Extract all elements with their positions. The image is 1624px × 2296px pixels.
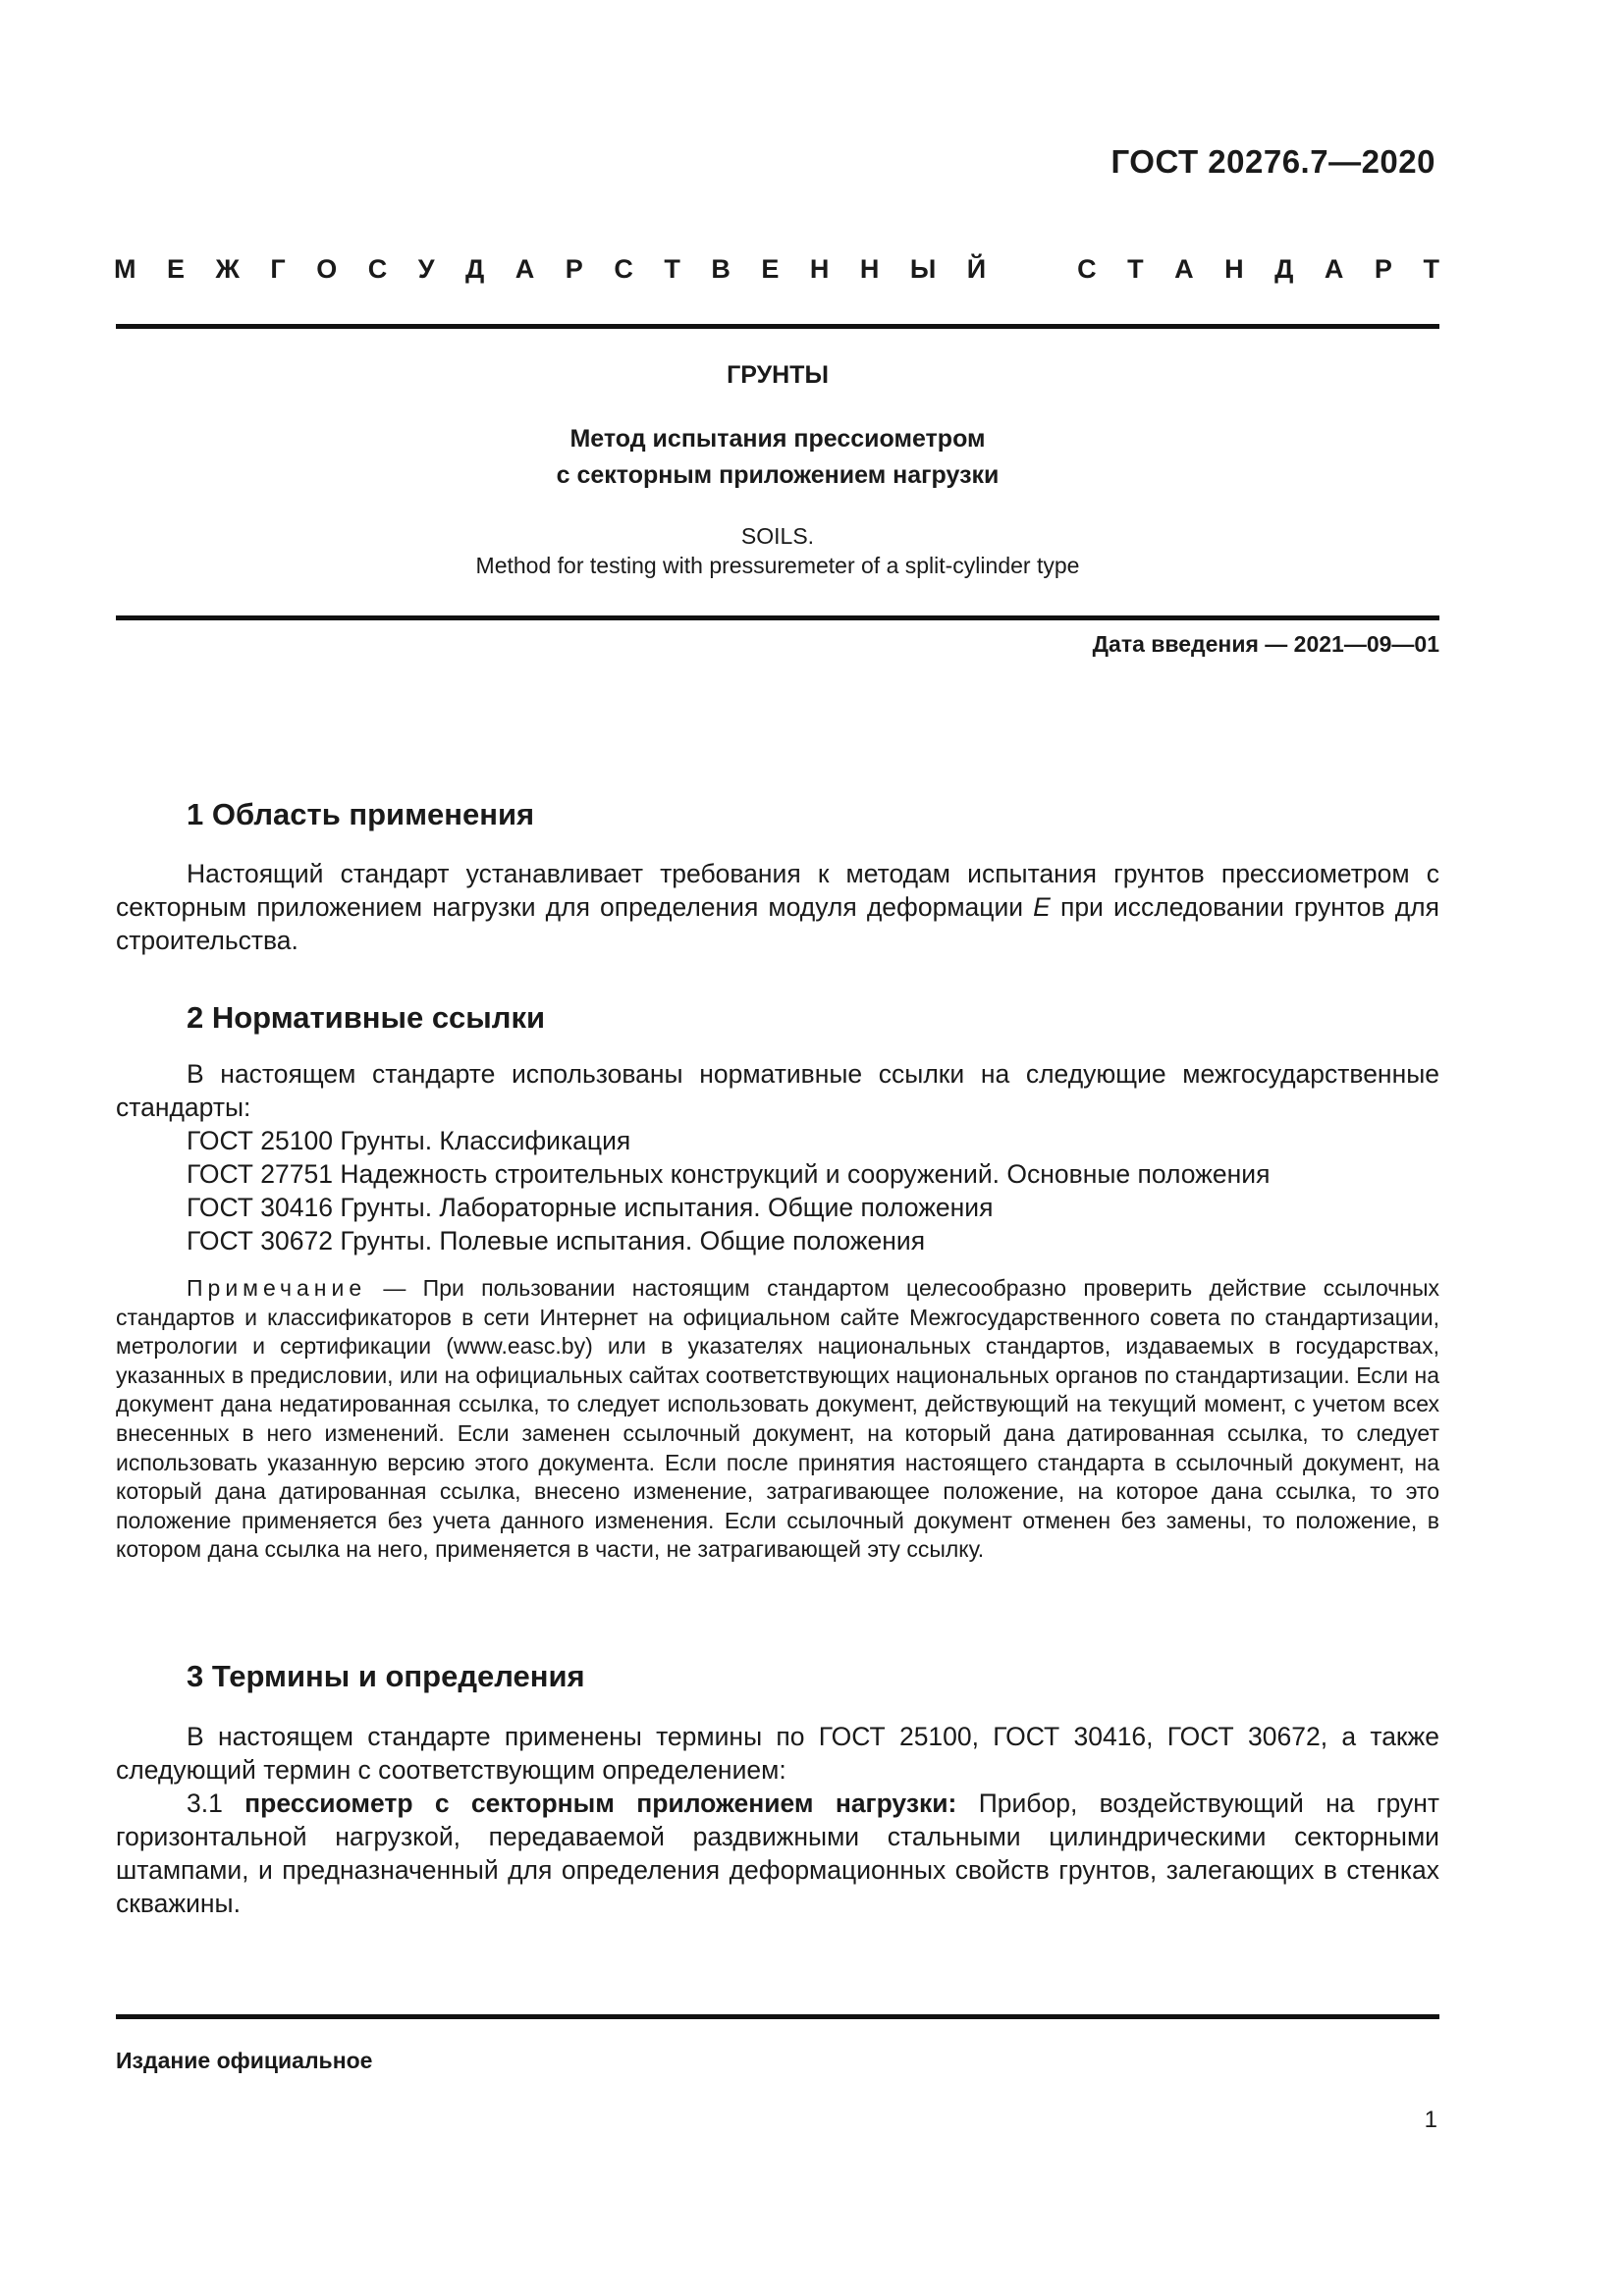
title-divider bbox=[116, 615, 1439, 620]
banner-letter: М bbox=[114, 253, 136, 284]
document-number: ГОСТ 20276.7—2020 bbox=[1110, 143, 1435, 180]
banner-letter: Д bbox=[1274, 253, 1294, 284]
interstate-standard-banner bbox=[114, 249, 1439, 289]
section-3-intro: В настоящем стандарте применены термины по ГОСТ 25100, ГОСТ 30416, ГОСТ 30672, а также следующий термин с соответствующим определением: bbox=[116, 1722, 1439, 1785]
note-label: Примечание bbox=[187, 1275, 367, 1301]
banner-letter: Г bbox=[270, 253, 286, 284]
banner-letter: Ы bbox=[909, 253, 937, 284]
reference-item: ГОСТ 25100 Грунты. Классификация bbox=[187, 1126, 631, 1155]
modulus-symbol: E bbox=[1033, 892, 1051, 922]
document-title: ГРУНТЫ bbox=[727, 361, 829, 389]
reference-item: ГОСТ 30416 Грунты. Лабораторные испытания. Общие положения bbox=[187, 1193, 994, 1222]
section-1-heading: 1 Область применения bbox=[187, 797, 535, 831]
term-definition-text: Прибор, воздействующий на грунт горизонтальной нагрузкой, передаваемой раздвижными стальными цилиндрическими секторными штампами, и предназначенный для определения деформационных свойств грунтов, залегающих в стенках скважины. bbox=[116, 1789, 1439, 1918]
section-2-intro: В настоящем стандарте использованы нормативные ссылки на следующие межгосударственные стандарты: bbox=[116, 1059, 1439, 1122]
banner-letter: С bbox=[614, 253, 633, 284]
banner-letter: С bbox=[367, 253, 388, 284]
banner-letter: Р bbox=[565, 253, 583, 284]
banner-letter: У bbox=[417, 253, 435, 284]
page-number: 1 bbox=[1424, 2107, 1437, 2133]
banner-letter: Н bbox=[1224, 253, 1244, 284]
banner-letter: Й bbox=[966, 253, 987, 284]
footer-divider bbox=[116, 2014, 1439, 2019]
banner-letter: Т bbox=[1127, 253, 1144, 284]
section-1-text-before: Настоящий стандарт устанавливает требования к методам испытания грунтов прессиометром с секторным приложением нагрузки для определения модуля деформации bbox=[116, 859, 1439, 922]
banner-letter: Е bbox=[761, 253, 780, 284]
banner-letter: Н bbox=[809, 253, 830, 284]
reference-item: ГОСТ 27751 Надежность строительных конструкций и сооружений. Основные положения bbox=[187, 1159, 1271, 1189]
term-name: прессиометр с секторным приложением нагрузки: bbox=[244, 1789, 957, 1818]
banner-letter: Е bbox=[167, 253, 186, 284]
banner-letter: Д bbox=[465, 253, 485, 284]
term-number: 3.1 bbox=[187, 1789, 245, 1818]
banner-letter: О bbox=[316, 253, 338, 284]
section-1-text-after: при исследовании грунтов для строительства. bbox=[116, 892, 1439, 955]
banner-letter: Р bbox=[1374, 253, 1392, 284]
section-2-heading: 2 Нормативные ссылки bbox=[187, 1000, 546, 1035]
banner-letter: В bbox=[711, 253, 731, 284]
note-paragraph bbox=[116, 1274, 1439, 1565]
introduction-date: Дата введения — 2021—09—01 bbox=[1092, 631, 1439, 657]
english-title-line-2: Method for testing with pressuremeter of a split-cylinder type bbox=[475, 553, 1080, 578]
banner-letter: Н bbox=[859, 253, 880, 284]
term-definition bbox=[116, 1787, 1439, 1920]
document-subtitle-line-1: Метод испытания прессиометром bbox=[569, 425, 986, 453]
banner-letter: Т bbox=[664, 253, 680, 284]
banner-letter: А bbox=[1174, 253, 1194, 284]
top-divider bbox=[116, 324, 1439, 329]
banner-letter: Т bbox=[1423, 253, 1439, 284]
document-subtitle-line-2: с секторным приложением нагрузки bbox=[556, 461, 1000, 489]
banner-letter: А bbox=[1324, 253, 1344, 284]
note-text: — При пользовании настоящим стандартом целесообразно проверить действие ссылочных стандартов и классификаторов в сети Интернет на официальном сайте Межгосударственного совета по стандартизации, метрологии и сертификации (www.easc.by) или в указателях национальных стандартов, издаваемых в государствах, указанных в предисловии, или на официальных сайтах соответствующих национальных органов по стандартизации. Если на документ дана недатированная ссылка, то следует использовать документ, действующий на текущий момент, с учетом всех внесенных в него изменений. Если заменен ссылочный документ, на который дана датированная ссылка, то следует использовать указанную версию этого документа. Если после принятия настоящего стандарта в ссылочный документ, на который дана датированная ссылка, внесено изменение, затрагивающее положение, на которое дана ссылка, то это положение применяется без учета данного изменения. Если ссылочный документ отменен без замены, то положение, в котором дана ссылка на него, применяется в части, не затрагивающей эту ссылку. bbox=[116, 1275, 1439, 1563]
english-title-line-1: SOILS. bbox=[740, 523, 815, 549]
banner-letter: А bbox=[514, 253, 535, 284]
official-edition-label: Издание официальное bbox=[116, 2048, 373, 2073]
section-1-paragraph bbox=[116, 857, 1439, 957]
banner-letter: С bbox=[1077, 253, 1097, 284]
banner-letter: Ж bbox=[215, 253, 240, 284]
reference-item: ГОСТ 30672 Грунты. Полевые испытания. Общие положения bbox=[187, 1226, 926, 1255]
section-3-heading: 3 Термины и определения bbox=[187, 1659, 585, 1693]
